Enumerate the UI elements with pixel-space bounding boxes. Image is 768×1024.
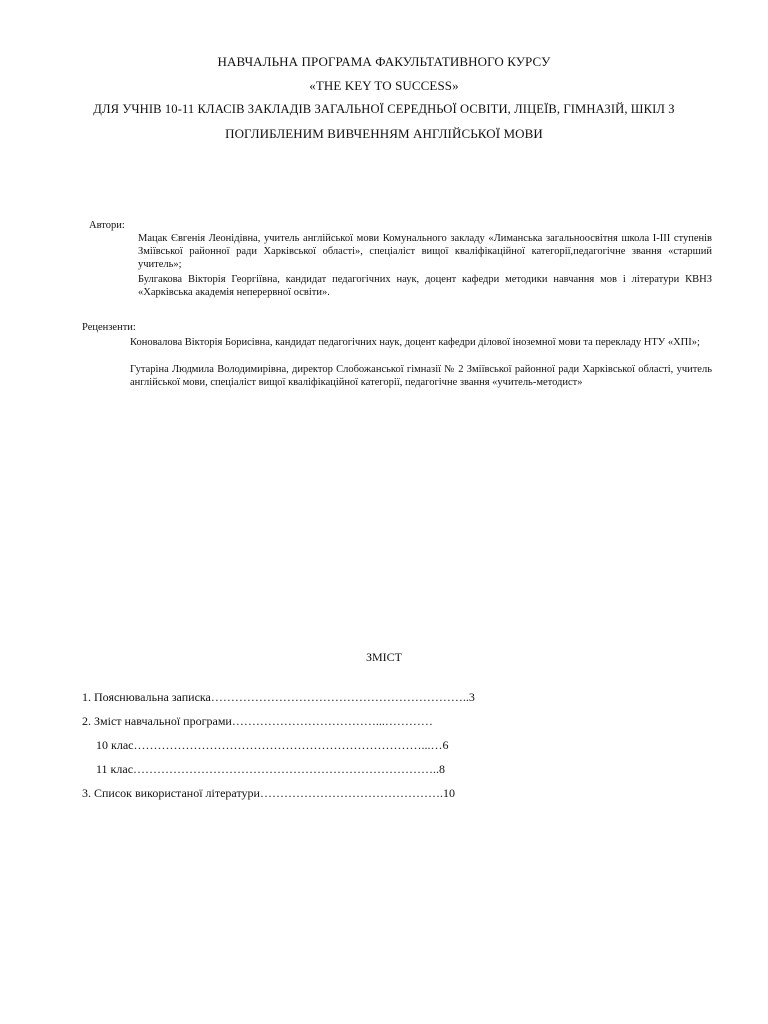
toc-item-explanatory-note[interactable]: 1. Пояснювальна записка………………………………………………………..3: [82, 690, 475, 704]
reviewers-label: Рецензенти:: [82, 322, 136, 333]
toc-item-references[interactable]: 3. Список використаної літератури……………………………………….10: [82, 786, 455, 800]
authors-label: Автори:: [89, 220, 125, 231]
title-line-2: «THE KEY TO SUCCESS»: [309, 78, 459, 93]
toc-item-grade-11[interactable]: 11 клас…………………………………………………………………..8: [96, 762, 446, 776]
toc-item-program-content[interactable]: 2. Зміст навчальної програми………………………………...…………: [82, 714, 433, 728]
title-line-3: ДЛЯ УЧНІВ 10-11 КЛАСІВ ЗАКЛАДІВ ЗАГАЛЬНОЇ СЕРЕДНЬОЇ ОСВІТИ, ЛІЦЕЇВ, ГІМНАЗІЙ, ШКІЛ З: [93, 102, 675, 116]
reviewer-entry-2: Гутаріна Людмила Володимирівна, директор Слобожанської гімназії № 2 Зміївської районної ради Харківської області, учитель англійської мови, спеціаліст вищої кваліфікаційної категорії, педагогічне звання «учитель-методист»: [130, 364, 712, 388]
reviewer-entry-1: Коновалова Вікторія Борисівна, кандидат педагогічних наук, доцент кафедри ділової іноземної мови та перекладу НТУ «ХПІ»;: [130, 337, 700, 348]
toc-heading: ЗМІСТ: [365, 650, 402, 664]
toc-item-grade-10[interactable]: 10 клас………………………………………………………………...…6: [96, 738, 449, 752]
author-entry-2: Булгакова Вікторія Георгіївна, кандидат педагогічних наук, доцент кафедри методики навчання мов і літератури КВНЗ «Харківська академія неперервної освіти».: [138, 274, 712, 298]
author-entry-1: Мацак Євгенія Леонідівна, учитель англійської мови Комунального закладу «Лиманська загальноосвітня школа І-ІІІ ступенів Зміївської районної ради Харківської області», спеціаліст вищої кваліфікаційної категорії,педагогічне звання «старший учитель»;: [138, 233, 712, 270]
title-line-1: НАВЧАЛЬНА ПРОГРАМА ФАКУЛЬТАТИВНОГО КУРСУ: [217, 54, 551, 69]
title-line-4: ПОГЛИБЛЕНИМ ВИВЧЕННЯМ АНГЛІЙСЬКОЇ МОВИ: [225, 126, 543, 141]
